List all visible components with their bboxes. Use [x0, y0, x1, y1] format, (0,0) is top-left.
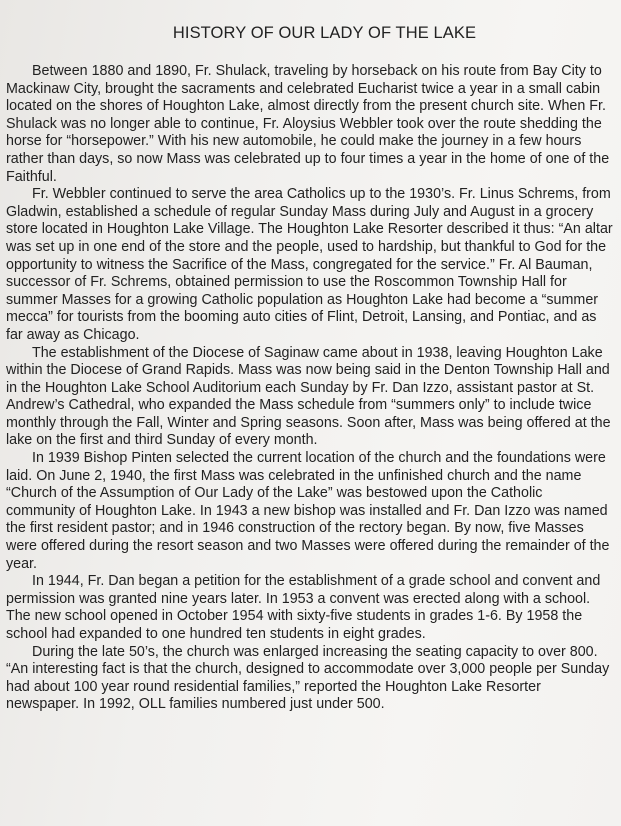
paragraph-5: In 1944, Fr. Dan began a petition for the establishment of a grade school and convent and permission was granted nine years later. In 1953 a convent was erected along with a school. The new school opened in October 1954 with sixty-five students in grades 1-6. By 1958 the school had expanded to one hundred ten students in eight grades.: [6, 573, 601, 642]
paragraph-3: The establishment of the Diocese of Saginaw came about in 1938, leaving Houghton Lake within the Diocese of Grand Rapids. Mass was now being said in the Denton Township Hall and in the Houghton Lake School Auditorium each Sunday by Fr. Dan Izzo, assistant pastor at St. Andrew’s Cathedral, who expanded the Mass schedule from “summers only” to include twice monthly through the Fall, Winter and Spring seasons. Soon after, Mass was being offered at the lake on the first and third Sunday of every month.: [6, 344, 611, 449]
paragraph-6: During the late 50’s, the church was enlarged increasing the seating capacity to over 800. “An interesting fact is that the church, designed to accommodate over 3,000 people per Sunday had about 100 year round residential families,” reported the Houghton Lake Resorter newspaper. In 1992, OLL families numbered just under 500.: [6, 643, 610, 713]
paragraph-4: In 1939 Bishop Pinten selected the current location of the church and the foundations were laid. On June 2, 1940, the first Mass was celebrated in the unfinished church and the name “Church of the Assumption of Our Lady of the Lake” was bestowed upon the Catholic community of Houghton Lake. In 1943 a new bishop was installed and Fr. Dan Izzo was named the first resident pastor; and in 1946 construction of the rectory began. By now, five Masses were offered during the resort season and two Masses were offered during the remainder of the year.: [6, 450, 610, 572]
document-title: HISTORY OF OUR LADY OF THE LAKE: [172, 24, 477, 42]
document-body: [6, 63, 615, 714]
paragraph-2: Fr. Webbler continued to serve the area Catholics up to the 1930’s. Fr. Linus Schrems, from Gladwin, established a schedule of regular Sunday Mass during July and August in a grocery store located in Houghton Lake Village. The Houghton Lake Resorter described it thus: “An altar was set up in one end of the store and the people, used to hardship, but thankful to God for the opportunity to witness the Sacrifice of the Mass, congregated for the service.” Fr. Al Bauman, successor of Fr. Schrems, obtained permission to use the Roscommon Township Hall for summer Masses for a growing Catholic population as Houghton Lake had become a “summer mecca” for tourists from the booming auto cities of Flint, Detroit, Lansing, and Pontiac, and as far away as Chicago.: [6, 186, 613, 343]
paragraph-1: Between 1880 and 1890, Fr. Shulack, traveling by horseback on his route from Bay City to Mackinaw City, brought the sacraments and celebrated Eucharist twice a year in a small cabin located on the shores of Houghton Lake, almost directly from the present church site. When Fr. Shulack was no longer able to continue, Fr. Aloysius Webbler took over the route shedding the horse for “horsepower.” With his new automobile, he could make the journey in a few hours rather than days, so now Mass was celebrated up to four times a year in the home of one of the Faithful.: [6, 63, 610, 185]
